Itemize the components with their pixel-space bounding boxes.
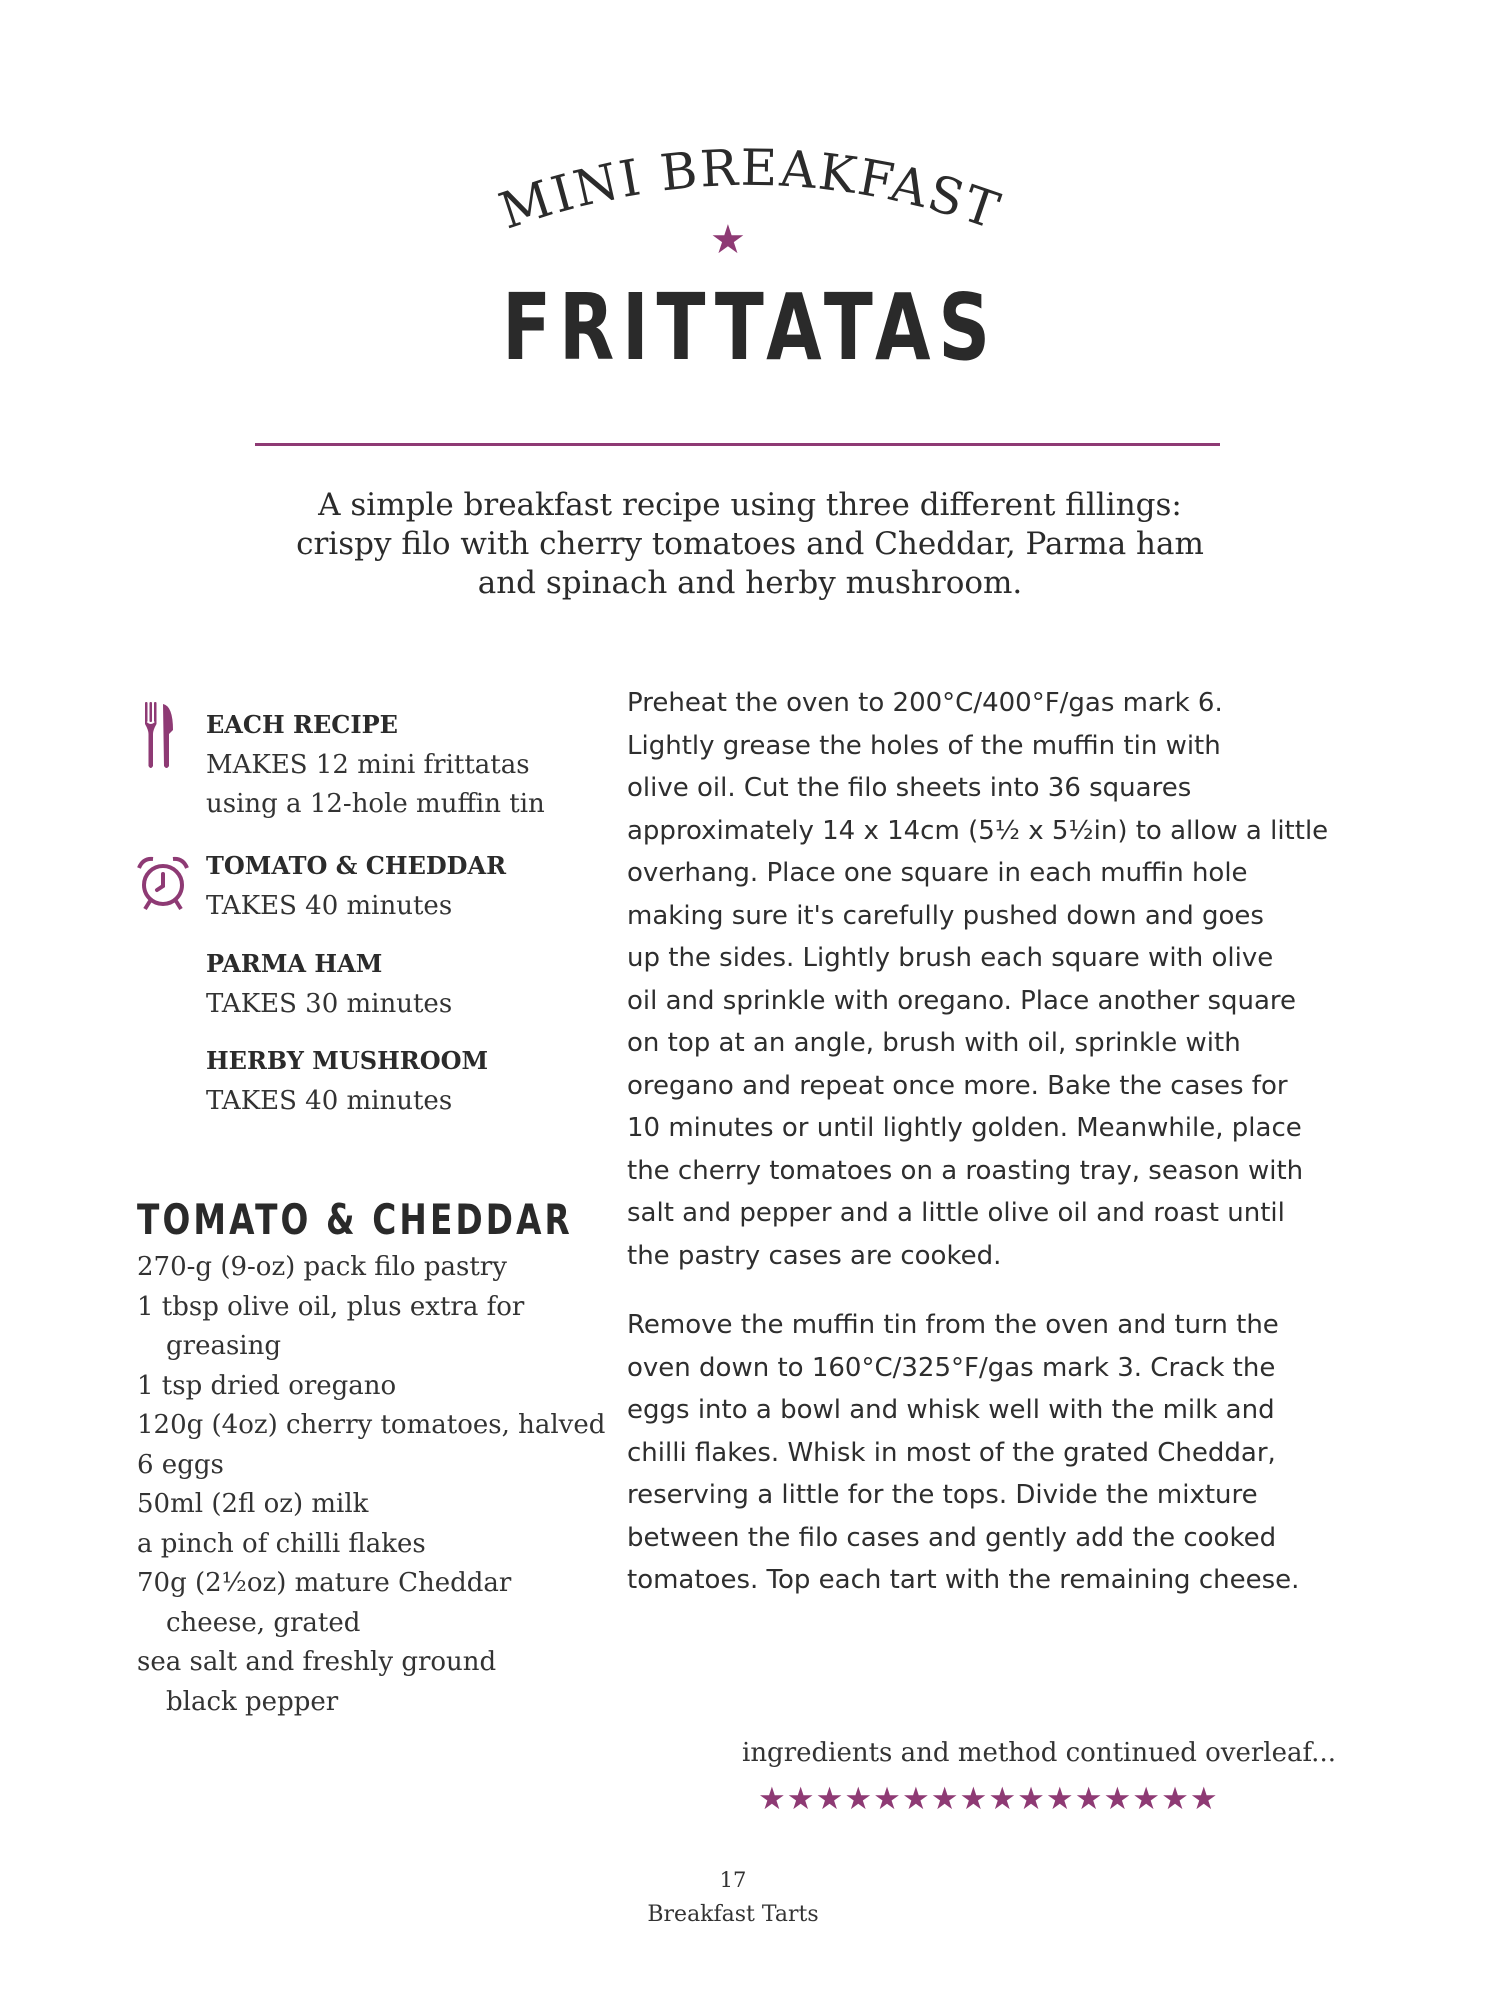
- ingredients-title: TOMATO & CHEDDAR: [137, 1195, 573, 1244]
- section-name: Breakfast Tarts: [647, 1902, 819, 1927]
- method-line: Preheat the oven to 200°C/400°F/gas mark 6.: [627, 688, 1223, 718]
- time-value: TAKES 30 minutes: [206, 989, 453, 1019]
- method-line: olive oil. Cut the filo sheets into 36 squares: [627, 773, 1192, 803]
- recipe-intro: [240, 486, 1260, 603]
- ingredient-item: a pinch of chilli flakes: [137, 1528, 426, 1559]
- method-line: eggs into a bowl and whisk well with the milk and: [627, 1395, 1275, 1425]
- ingredient-item: 70g (2½oz) mature Cheddar: [137, 1568, 512, 1598]
- svg-text:MINI BREAKFAST: [492, 139, 1008, 241]
- cutlery-icon: [143, 700, 175, 770]
- recipe-subtitle: [440, 120, 1060, 250]
- method-line: overhang. Place one square in each muffin hole: [627, 858, 1248, 888]
- ingredient-item: 270-g (9-oz) pack filo pastry: [137, 1252, 507, 1282]
- alarm-clock-icon: [135, 854, 191, 912]
- method-line: oregano and repeat once more. Bake the cases for: [627, 1070, 1288, 1101]
- serves-line: MAKES 12 mini frittatas: [206, 750, 530, 780]
- method-paragraph-1: [627, 682, 1328, 1277]
- recipe-subtitle-text: MINI BREAKFAST: [492, 138, 1008, 241]
- continued-note: ingredients and method continued overleaf...: [742, 1738, 1336, 1768]
- method-line: between the filo cases and gently add the cooked: [627, 1522, 1277, 1553]
- ingredient-item: sea salt and freshly ground: [137, 1647, 497, 1677]
- method-line: the pastry cases are cooked.: [627, 1240, 1002, 1271]
- intro-line: A simple breakfast recipe using three different fillings:: [318, 487, 1182, 523]
- method-line: reserving a little for the tops. Divide the mixture: [627, 1480, 1258, 1510]
- intro-line: and spinach and herby mushroom.: [477, 565, 1023, 601]
- method-line: oven down to 160°C/325°F/gas mark 3. Crack the: [627, 1352, 1276, 1383]
- recipe-title: FRITTATAS: [502, 274, 998, 381]
- method-line: approximately 14 x 14cm (5½ x 5½in) to allow a little: [627, 815, 1329, 846]
- star-rating-row: ★★★★★★★★★★★★★★★★: [758, 1781, 1219, 1817]
- page-number: 17: [719, 1868, 747, 1892]
- method-line: on top at an angle, brush with oil, sprinkle with: [627, 1028, 1241, 1058]
- time-heading: HERBY MUSHROOM: [206, 1046, 489, 1075]
- ingredient-item: 1 tbsp olive oil, plus extra for: [137, 1291, 525, 1322]
- intro-line: crispy filo with cherry tomatoes and Cheddar, Parma ham: [296, 526, 1204, 562]
- method-line: oil and sprinkle with oregano. Place another square: [627, 985, 1297, 1016]
- method-paragraph-2: [627, 1304, 1299, 1602]
- ingredient-item: 6 eggs: [137, 1449, 224, 1480]
- ingredient-item: cheese, grated: [166, 1607, 361, 1638]
- method-line: chilli flakes. Whisk in most of the grated Cheddar,: [627, 1437, 1276, 1468]
- ingredient-item: 50ml (2fl oz) milk: [137, 1489, 369, 1519]
- title-divider: [255, 443, 1220, 446]
- ingredient-item: greasing: [166, 1331, 282, 1361]
- method-line: tomatoes. Top each tart with the remaining cheese.: [627, 1565, 1300, 1595]
- method-line: up the sides. Lightly brush each square with olive: [627, 943, 1274, 973]
- method-line: Lightly grease the holes of the muffin tin with: [627, 730, 1221, 761]
- method-line: 10 minutes or until lightly golden. Meanwhile, place: [627, 1113, 1302, 1143]
- time-heading: PARMA HAM: [206, 949, 383, 978]
- method-line: salt and pepper and a little olive oil and roast until: [627, 1198, 1285, 1228]
- time-heading: TOMATO & CHEDDAR: [206, 851, 507, 880]
- method-line: Remove the muffin tin from the oven and turn the: [627, 1310, 1279, 1340]
- serves-heading: EACH RECIPE: [206, 710, 398, 739]
- method-line: making sure it's carefully pushed down and goes: [627, 900, 1264, 931]
- method-line: the cherry tomatoes on a roasting tray, season with: [627, 1155, 1304, 1186]
- title-star-icon: ★: [710, 217, 746, 263]
- time-value: TAKES 40 minutes: [206, 891, 453, 921]
- ingredient-item: black pepper: [166, 1686, 339, 1717]
- time-value: TAKES 40 minutes: [206, 1086, 453, 1116]
- ingredient-item: 1 tsp dried oregano: [137, 1370, 397, 1401]
- serves-line: using a 12-hole muffin tin: [206, 789, 545, 819]
- ingredient-item: 120g (4oz) cherry tomatoes, halved: [137, 1410, 606, 1440]
- ingredients-list: [137, 1248, 605, 1722]
